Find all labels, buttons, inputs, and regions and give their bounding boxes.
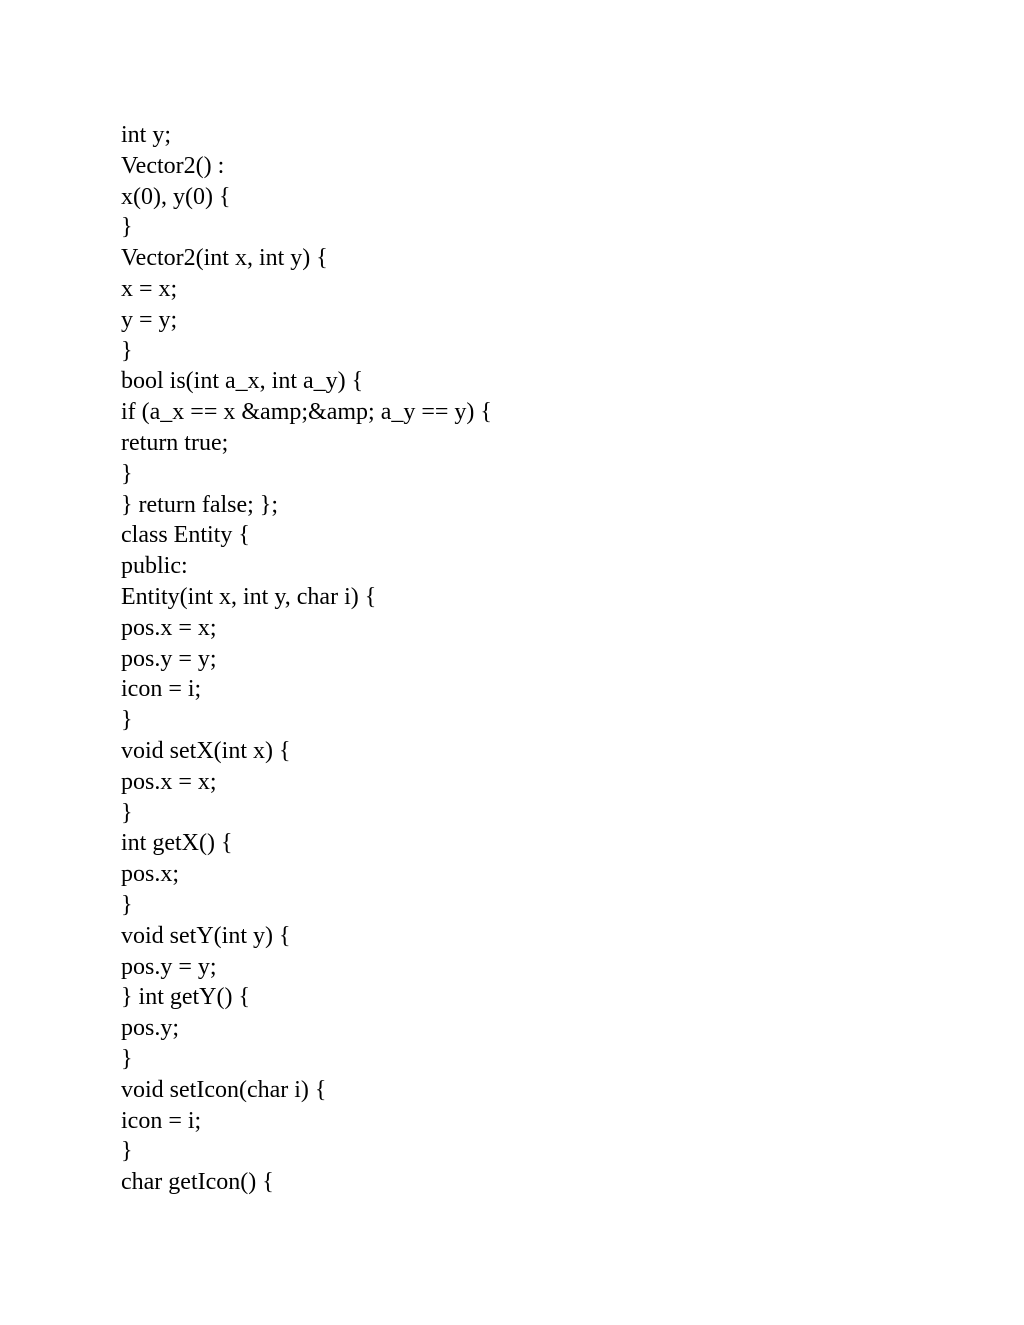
text-line: } [121,799,133,826]
text-line: void setX(int x) { [121,737,291,764]
text-line: void setY(int y) { [121,922,291,949]
text-line: pos.y = y; [121,953,217,980]
text-line: int getX() { [121,830,233,857]
text-line: x(0), y(0) { [121,183,231,210]
text-line: icon = i; [121,1107,202,1134]
text-line: } [121,891,133,918]
text-line: pos.x; [121,861,180,888]
text-line: } [121,460,133,487]
text-line: int y; [121,122,172,148]
text-line: } [121,337,133,364]
text-line: pos.x = x; [121,768,217,795]
text-line: } return false; }; [121,491,278,518]
text-line: } [121,1138,133,1165]
text-line: void setIcon(char i) { [121,1076,327,1103]
text-line: y = y; [121,306,178,333]
text-line: return true; [121,429,229,456]
text-line: } [121,1045,133,1072]
text-line: pos.y; [121,1015,180,1042]
text-line: char getIcon() { [121,1169,274,1196]
text-line: Vector2() : [121,152,225,179]
text-line: if (a_x == x &amp;&amp; a_y == y) { [121,399,492,426]
text-line: pos.y = y; [121,645,217,672]
text-line: } [121,707,133,734]
text-line: Entity(int x, int y, char i) { [121,583,377,610]
text-line: x = x; [121,275,178,302]
text-line: class Entity { [121,522,250,549]
text-line: icon = i; [121,676,202,703]
text-line: bool is(int a_x, int a_y) { [121,368,364,395]
text-line: pos.x = x; [121,614,217,641]
text-line: } [121,214,133,241]
code-text-block [121,120,492,1198]
text-line: } int getY() { [121,984,251,1011]
text-line: Vector2(int x, int y) { [121,245,328,272]
text-line: public: [121,553,188,580]
